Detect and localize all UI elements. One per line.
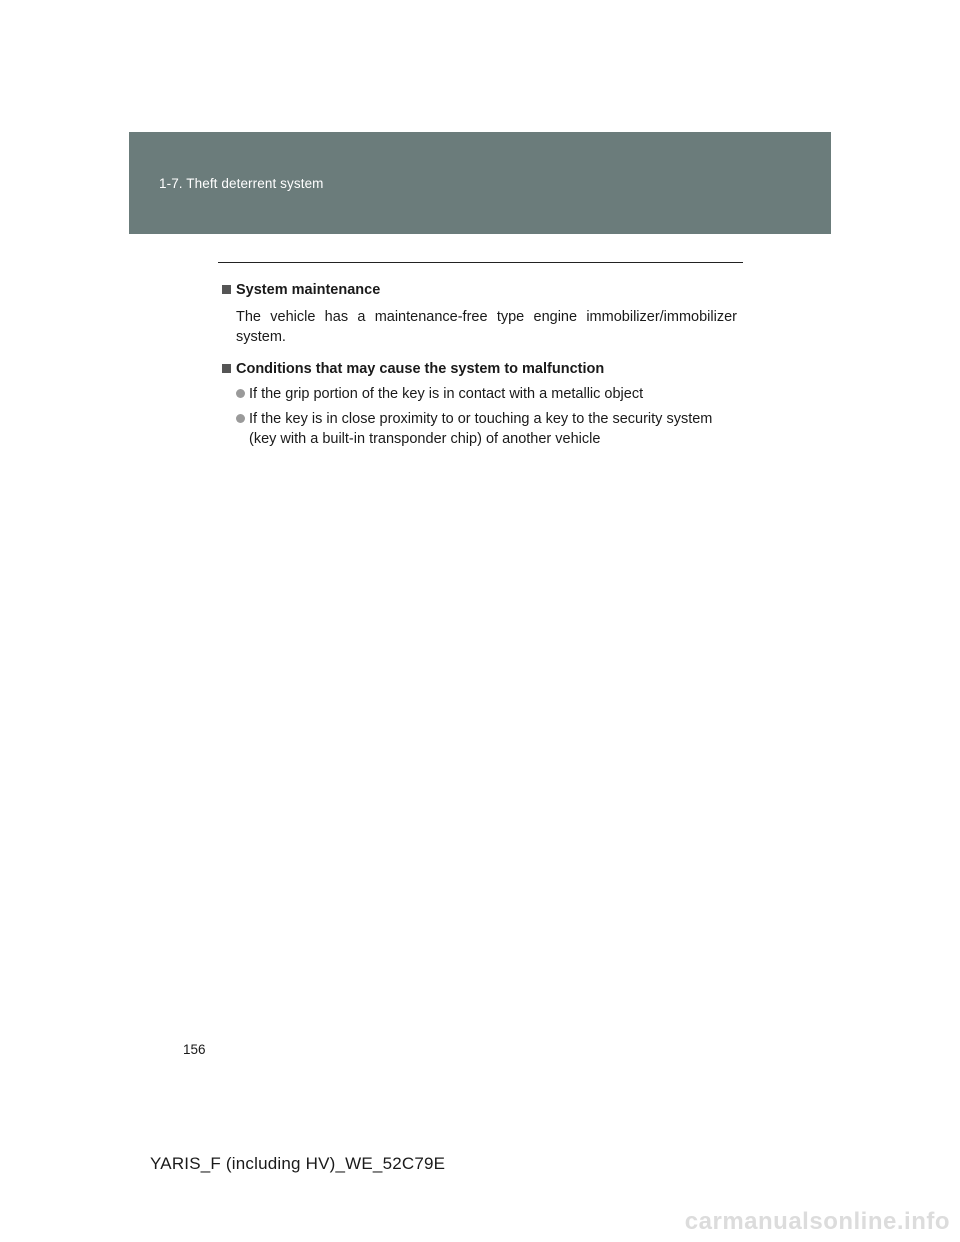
section-heading (222, 359, 737, 379)
header-band (129, 132, 831, 234)
page-number: 156 (183, 1042, 206, 1057)
list-item-text: If the grip portion of the key is in contact with a metallic object (249, 386, 644, 402)
watermark: carmanualsonline.info (684, 1208, 950, 1235)
circle-bullet-icon (236, 389, 245, 398)
main-content (222, 280, 737, 449)
circle-bullet-icon (236, 414, 245, 423)
section-system-maintenance (222, 280, 737, 347)
section-title: 1-7. Theft deterrent system (159, 176, 324, 191)
section-heading-text: System maintenance (236, 282, 381, 298)
section-heading (222, 280, 737, 300)
divider-line (218, 262, 743, 263)
square-bullet-icon (222, 285, 231, 294)
section-paragraph: The vehicle has a maintenance-free type engine immobilizer/immobilizer system. (236, 309, 737, 345)
list-item-text: If the key is in close proximity to or touching a key to the security system (key with a built-in transponder chip) of another vehicle (249, 411, 713, 447)
section-heading-text: Conditions that may cause the system to malfunction (236, 361, 605, 377)
document-code: YARIS_F (including HV)_WE_52C79E (150, 1154, 446, 1173)
square-bullet-icon (222, 364, 231, 373)
section-malfunction-conditions (222, 359, 737, 449)
list-item (222, 384, 737, 404)
list-item (222, 409, 737, 449)
